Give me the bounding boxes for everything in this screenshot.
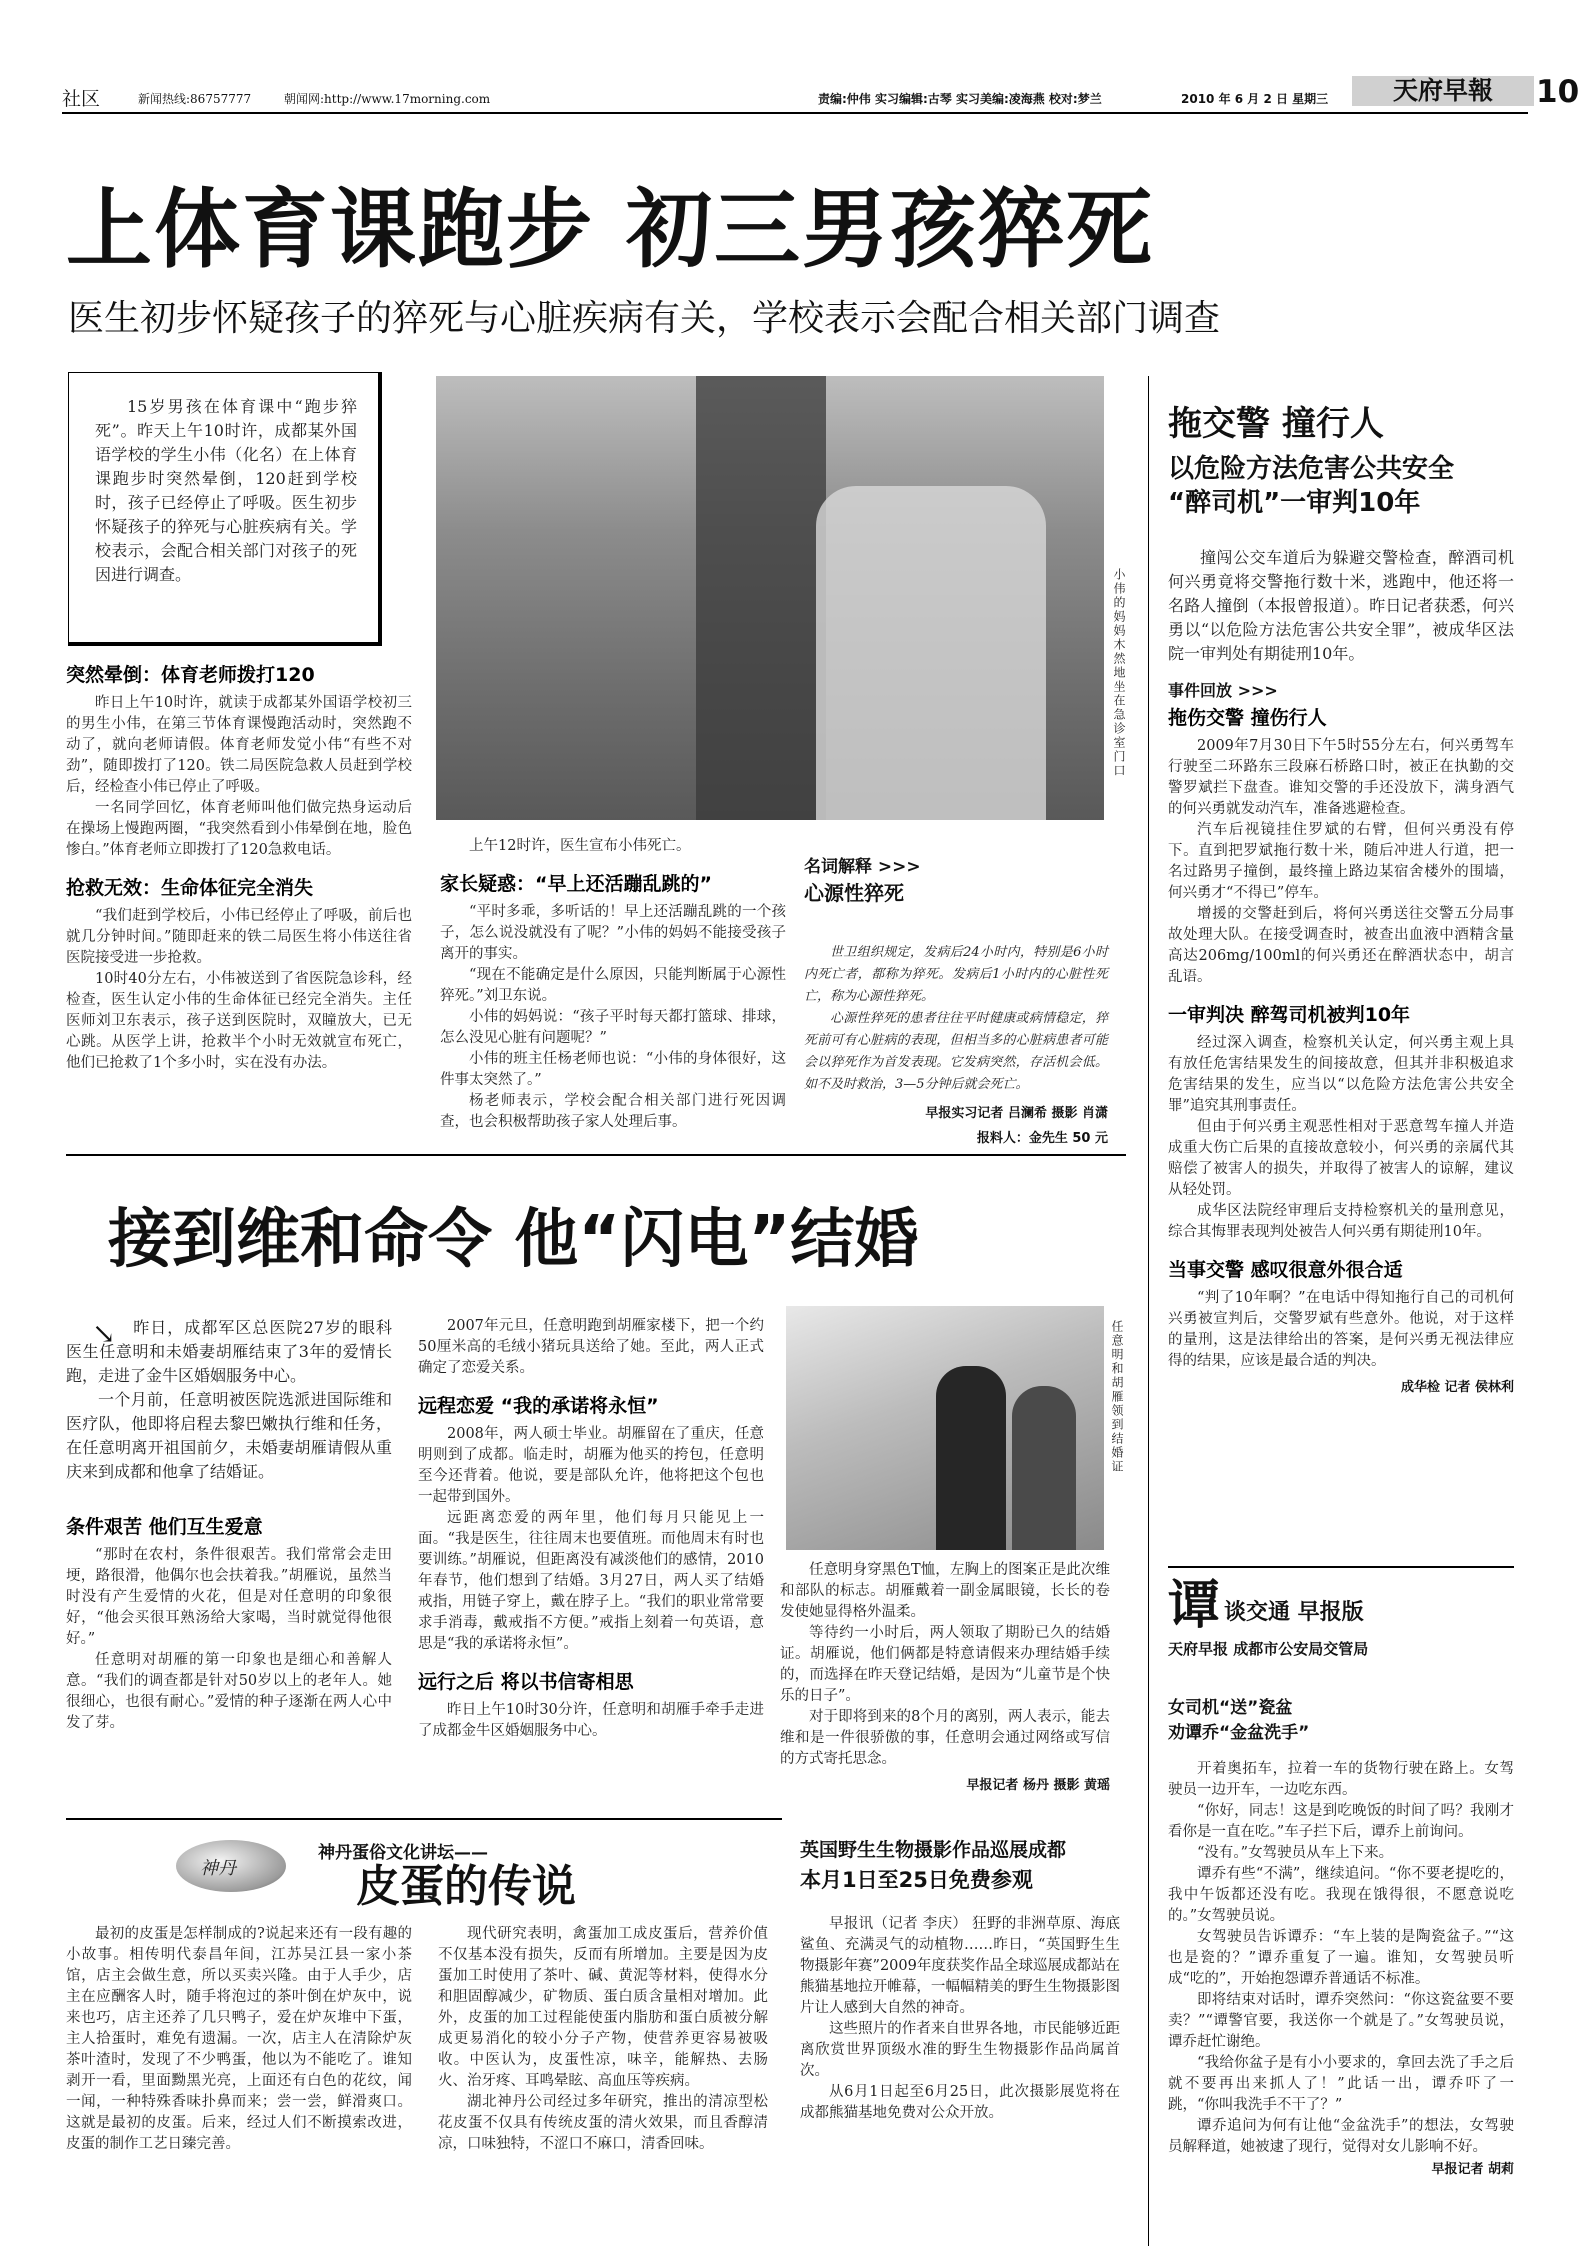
paragraph: 小伟的班主任杨老师也说：“小伟的身体很好，这件事太突然了。” [440,1051,786,1088]
paragraph: “判了10年啊？”在电话中得知拖行自己的司机何兴勇被宣判后，交警罗斌有些意外。他说，对于这样的量刑，这是法律给出的答案，是何兴勇无视法律应得的结果，应该是最合适的判决。 [1168,1290,1514,1369]
arrow-icon: ↘ [92,1317,116,1350]
egg-logo [176,1840,286,1892]
paragraph: 现代研究表明，禽蛋加工成皮蛋后，营养价值不仅基本没有损失，反而有所增加。主要是因为皮蛋加工时使用了茶叶、碱、黄泥等材料，使得水分和胆固醇减少，矿物质、蛋白质含量相对增加。此外，皮蛋的加工过程能使蛋内脂肪和蛋白质被分解成更易消化的较小分子产物，使营养更容易被吸收。中医认为，皮蛋性凉，味辛，能解热、去肠火、治牙疼、耳鸣晕眩、高血压等疾病。 [438,1926,768,2089]
lead-photo-caption: 小伟的妈妈木然地坐在急诊室门口 [1112,568,1126,778]
lead-paragraph: 昨日，成都军区总医院27岁的眼科医生任意明和未婚妻胡雁结束了3年的爱情长跑，走进了金牛区婚姻服务中心。 [66,1318,392,1385]
egg-forum: 神丹蛋俗文化讲坛—— [318,1843,488,1863]
story-title-2: 劝谭乔“金盆洗手” [1168,1723,1310,1743]
photo-groom [936,1366,1006,1550]
couple-photo [786,1306,1104,1550]
news-tip: 报料人：金先生 50 元 [976,1131,1108,1146]
column-divider [1168,1566,1514,1568]
mid-center-column [418,1316,764,1742]
lead-summary-box [68,372,382,646]
drunk-driver-headline: 拖交警 撞行人 [1168,404,1384,444]
hotline: 新闻热线:86757777 [138,92,252,106]
column-logo-char: 谭 [1168,1576,1221,1636]
paragraph: “现在不能确定是什么原因，只能判断属于心源性猝死。”刘卫东说。 [440,967,786,1004]
paragraph: 2008年，两人硕士毕业。胡雁留在了重庆，任意明则到了成都。临走时，胡雁为他买的挎包，任意明至今还背着。他说，要是部队允许，他将把这个包也一起带到国外。 [418,1426,764,1505]
event-review-label: 事件回放 >>> [1168,681,1278,700]
egg-left-column [66,1924,412,2155]
glossary-box [804,852,1108,1146]
drunk-driver-subhead: 以危险方法危害公共安全 [1168,454,1455,484]
paragraph: 汽车后视镜挂住罗斌的右臂，但何兴勇没有停下。直到把罗斌拖行数十米，随后冲进人行道，把一名过路男子撞倒，最终撞上路边某宿舍楼外的围墙，何兴勇才“不得已”停车。 [1168,822,1514,901]
lead-byline: 早报实习记者 吕澜希 摄影 肖潇 [925,1106,1108,1121]
mid-headline: 接到维和命令 他“闪电”结婚 [108,1203,919,1277]
paragraph: 任意明身穿黑色T恤，左胸上的图案正是此次维和部队的标志。胡雁戴着一副金属眼镜，长长的卷发使她显得格外温柔。 [780,1562,1110,1620]
lead-left-column [66,648,412,1074]
story-title: 女司机“送”瓷盆 [1168,1698,1293,1718]
lead-middle-column [440,836,786,1133]
header-bar [62,74,1580,110]
paragraph: “我们赶到学校后，小伟已经停止了呼吸，前后也就几分钟时间。”随即赶来的铁二局医生将小伟送往省医院接受进一步抢救。 [66,908,412,966]
paragraph: 增援的交警赶到后，将何兴勇送往交警五分局事故处理大队。在接受调查时，被查出血液中酒精含量高达206mg/100ml的何兴勇还在醉酒状态中，胡言乱语。 [1168,906,1514,985]
couple-photo-caption: 任意明和胡雁领到结婚证 [1110,1320,1124,1474]
paragraph: 昨日上午10时30分许，任意明和胡雁手牵手走进了成都金牛区婚姻服务中心。 [418,1702,764,1739]
right-column-divider [1148,376,1149,2246]
paragraph: 任意明对胡雁的第一印象也是细心和善解人意。“我们的调查都是针对50岁以上的老年人。她很细心，也很有耐心。”爱情的种子逐渐在两人心中发了芽。 [66,1652,392,1731]
paragraph: 但由于何兴勇主观恶性相对于恶意驾车撞人并造成重大伤亡后果的直接故意较小，何兴勇的亲属代其赔偿了被害人的损失，并取得了被害人的谅解，建议从轻处罚。 [1168,1119,1514,1198]
mother-photo [436,376,1104,820]
paragraph: 最初的皮蛋是怎样制成的?说起来还有一段有趣的小故事。相传明代泰昌年间，江苏吴江县一家小茶馆，店主会做生意，所以买卖兴隆。由于人手少，店主在应酬客人时，随手将泡过的茶叶倒在炉灰中，说来也巧，店主还养了几只鸭子，爱在炉灰堆中下蛋，主人拾蛋时，难免有遗漏。一次，店主人在清除炉灰茶叶渣时，发现了不少鸭蛋，他以为不能吃了。谁知剥开一看，里面黝黑光亮，上面还有白色的花纹，闻一闻，一种特殊香味扑鼻而来；尝一尝，鲜滑爽口。这就是最初的皮蛋。后来，经过人们不断摸索改进，皮蛋的制作工艺日臻完善。 [66,1926,412,2152]
section-title-collapse: 突然晕倒：体育老师拨打120 [66,664,315,686]
right-column [1168,402,1514,1395]
editors: 责编:仲伟 实习编辑:古琴 实习美编:凌海燕 校对:梦兰 [818,92,1102,106]
section-title-rescue: 抢救无效：生命体征完全消失 [66,877,314,899]
paragraph: 谭乔追问为何有让他“金盆洗手”的想法，女驾驶员解释道，她被逮了现行，觉得对女儿影响不好。 [1168,2118,1514,2155]
paragraph: 昨日上午10时许，就读于成都某外国语学校初三的男生小伟，在第三节体育课慢跑活动时，突然跑不动了，就向老师请假。体育老师发觉小伟“有些不对劲”，随即拨打了120。铁二局医院急救人员赶到学校后，经检查小伟已停止了呼吸。 [66,695,412,795]
lead-summary: 15岁男孩在体育课中“跑步猝死”。昨天上午10时许，成都某外国语学校的学生小伟（化名）在上体育课跑步时突然晕倒，120赶到学校时，孩子已经停止了呼吸。医生初步怀疑孩子的猝死与心脏疾病有关。学校表示，会配合相关部门对孩子的死因进行调查。 [95,397,357,584]
paragraph: 即将结束对话时，谭乔突然问：“你这瓷盆要不要卖？”“谭警官要，我送你一个就是了。”女驾驶员说，谭乔赶忙谢绝。 [1168,1992,1514,2050]
right-byline: 成华检 记者 侯林利 [1400,1380,1514,1395]
paragraph: 一名同学回忆，体育老师叫他们做完热身运动后在操场上慢跑两圈，“我突然看到小伟晕倒在地，脸色惨白。”体育老师立即拨打了120急救电话。 [66,800,412,858]
photo-figure-standing [696,376,826,820]
paragraph: 成华区法院经审理后支持检察机关的量刑意见，综合其悔罪表现判处被告人何兴勇有期徒刑10年。 [1168,1203,1514,1240]
paper-logo: 天府早報 [1352,76,1534,106]
mid-subtitle: 远行之后 将以书信寄相思 [418,1671,634,1693]
page-number: 10 [1536,74,1580,110]
photo-bride [1012,1386,1076,1550]
glossary-text: 心源性猝死的患者往往平时健康或病情稳定，猝死前可有心脏病的表现，但相当多的心脏病患者可能会以猝死作为首发表现。它发病突然，存活机会低。如不及时救治，3—5分钟后就会死亡。 [804,1011,1108,1092]
paragraph: “那时在农村，条件很艰苦。我们常常会走田埂，路很滑，他偶尔也会扶着我。”胡雁说，虽然当时没有产生爱情的火花，但是对任意明的印象很好，“他会买很耳熟汤给大家喝，当时就觉得他很好。” [66,1547,392,1647]
column-org: 天府早报 成都市公安局交管局 [1168,1640,1369,1658]
paragraph: “平时多乖，多听话的！早上还活蹦乱跳的一个孩子，怎么说没就没有了呢？”小伟的妈妈不能接受孩子离开的事实。 [440,904,786,962]
glossary-title: 心源性猝死 [804,881,904,905]
mid-right-column [780,1560,1110,1793]
column-name: 谈交通 早报版 [1224,1600,1364,1625]
paragraph: 10时40分左右，小伟被送到了省医院急诊科，经检查，医生认定小伟的生命体征已经完全消失。主任医师刘卫东表示，孩子送到医院时，双瞳放大，已无心跳。从医学上讲，抢救半个小时无效就宣布死亡，他们已抢救了1个多小时，实在没有办法。 [66,971,412,1071]
paragraph: 开着奥拓车，拉着一车的货物行驶在路上。女驾驶员一边开车，一边吃东西。 [1168,1761,1514,1798]
paragraph: 2009年7月30日下午5时55分左右，何兴勇驾车行驶至二环路东三段麻石桥路口时，被正在执勤的交警罗斌拦下盘查。谁知交警的手还没放下，满身酒气的何兴勇就发动汽车，准备逃避检查。 [1168,738,1514,817]
paragraph: 撞闯公交车道后为躲避交警检查，醉酒司机何兴勇竟将交警拖行数十米，逃跑中，他还将一名路人撞倒（本报曾报道）。昨日记者获悉，何兴勇以“以危险方法危害公共安全罪”，被成华区法院一审判处有期徒刑10年。 [1168,548,1514,663]
glossary-label: 名词解释 >>> [804,857,921,877]
mid-section-rule [66,1154,1126,1156]
drunk-driver-subhead-2: “醉司机”一审判10年 [1168,488,1421,518]
paragraph: “没有。”女驾驶员从车上下来。 [1197,1845,1394,1861]
section-name: 社区 [62,88,101,110]
mid-subtitle: 远程恋爱 “我的承诺将永恒” [418,1395,659,1417]
paragraph: 湖北神丹公司经过多年研究，推出的清凉型松花皮蛋不仅具有传统皮蛋的清火效果，而且香醇清凉，口味独特，不涩口不麻口，清香回味。 [438,2094,768,2152]
paragraph: 一个月前，任意明被医院选派进国际维和医疗队，他即将启程去黎巴嫩执行维和任务，在任意明离开祖国前夕，未婚妻胡雁请假从重庆来到成都和他拿了结婚证。 [66,1390,392,1481]
egg-logo-text: 神丹 [200,1858,236,1879]
website: 朝闻网:http://www.17morning.com [284,92,491,106]
right-subtitle: 拖伤交警 撞伤行人 [1168,707,1327,729]
paragraph: 这些照片的作者来自世界各地，市民能够近距离欣赏世界顶级水准的野生生物摄影作品尚属首次。 [800,2021,1120,2079]
egg-title: 皮蛋的传说 [356,1861,576,1912]
paragraph: 经过深入调查，检察机关认定，何兴勇主观上具有放任危害结果发生的间接故意，但其并非积极追求危害结果的发生，应当以“以危险方法危害公共安全罪”追究其刑事责任。 [1168,1035,1514,1114]
traffic-column [1168,1576,1514,2177]
paragraph: 2007年元旦，任意明跑到胡雁家楼下，把一个约50厘米高的毛绒小猪玩具送给了她。至此，两人正式确定了恋爱关系。 [418,1318,764,1376]
photo-show-column [800,1836,1120,2124]
photo-figure-seated [816,486,1046,820]
glossary-text: 世卫组织规定，发病后24小时内，特别是6小时内死亡者，都称为猝死。发病后1小时内的心脏性死亡，称为心源性猝死。 [804,945,1108,1004]
issue-date: 2010 年 6 月 2 日 星期三 [1181,92,1329,106]
right-subtitle: 一审判决 醉驾司机被判10年 [1168,1004,1411,1026]
paragraph: 女驾驶员告诉谭乔：“车上装的是陶瓷盆子。”“这也是瓷的？”谭乔重复了一遍。谁知，女驾驶员听成“吃的”，开始抱怨谭乔普通话不标准。 [1168,1929,1514,1987]
paragraph: 上午12时许，医生宣布小伟死亡。 [469,838,691,854]
paragraph: “我给你盆子是有小小要求的，拿回去洗了手之后就不要再出来抓人了！”此话一出，谭乔吓了一跳，“你叫我洗手不干了？” [1168,2055,1514,2113]
paragraph: 等待约一小时后，两人领取了期盼已久的结婚证。胡雁说，他们俩都是特意请假来办理结婚手续的，而选择在昨天登记结婚，是因为“儿童节是个快乐的日子”。 [780,1625,1110,1704]
lead-headline: 上体育课跑步 初三男孩猝死 [66,180,1154,280]
section-title-parents: 家长疑惑：“早上还活蹦乱跳的” [440,873,712,895]
lead-subhead: 医生初步怀疑孩子的猝死与心脏疾病有关，学校表示会配合相关部门调查 [68,298,1221,339]
paragraph: 谭乔有些“不满”，继续追问。“你不要老提吃的，我中午饭都还没有吃。我现在饿得很，不愿意说吃的。”女驾驶员说。 [1168,1866,1514,1924]
photo-show-title: 英国野生生物摄影作品巡展成都 [800,1839,1067,1861]
paragraph: 小伟的妈妈说：“孩子平时每天都打篮球、排球，怎么没见心脏有问题呢？” [440,1009,786,1046]
paragraph: 从6月1日起至6月25日，此次摄影展览将在成都熊猫基地免费对公众开放。 [800,2084,1120,2121]
paragraph: 远距离恋爱的两年里，他们每月只能见上一面。“我是医生，往往周末也要值班。而他周末有时也要训练。”胡雁说，但距离没有减淡他们的感情，2010年春节，他们想到了结婚。3月27日，两人买了结婚戒指，用链子穿上，戴在脖子上。“我们的职业常常要求手消毒，戴戒指不方便。”戒指上刻着一句英语，意思是“我的承诺将永恒”。 [418,1510,764,1652]
mid-byline: 早报记者 杨丹 摄影 黄瑶 [966,1778,1110,1793]
paragraph: “你好，同志！这是到吃晚饭的时间了吗？我刚才看你是一直在吃。”车子拦下后，谭乔上前询问。 [1168,1803,1514,1840]
paragraph: 杨老师表示，学校会配合相关部门进行死因调查，也会积极帮助孩子家人处理后事。 [440,1093,786,1130]
paragraph: 早报讯（记者 李庆） 狂野的非洲草原、海底鲨鱼、充满灵气的动植物……昨日，“英国野生生物摄影年赛”2009年度获奖作品全球巡展成都站在熊猫基地拉开帷幕，一幅幅精美的野生生物摄影图片让人感到大自然的神奇。 [800,1916,1120,2016]
photo-show-subtitle: 本月1日至25日免费参观 [800,1868,1033,1892]
traffic-byline: 早报记者 胡莉 [1431,2162,1514,2177]
egg-right-column [438,1924,768,2155]
mid-subtitle: 条件艰苦 他们互生爱意 [66,1516,263,1538]
paragraph: 对于即将到来的8个月的离别，两人表示，能去维和是一件很骄傲的事，任意明会通过网络或写信的方式寄托思念。 [780,1709,1110,1767]
bottom-rule [66,1818,782,1820]
mid-left-column [66,1316,392,1734]
header-rule [62,112,1528,114]
right-subtitle: 当事交警 感叹很意外很合适 [1168,1259,1403,1281]
